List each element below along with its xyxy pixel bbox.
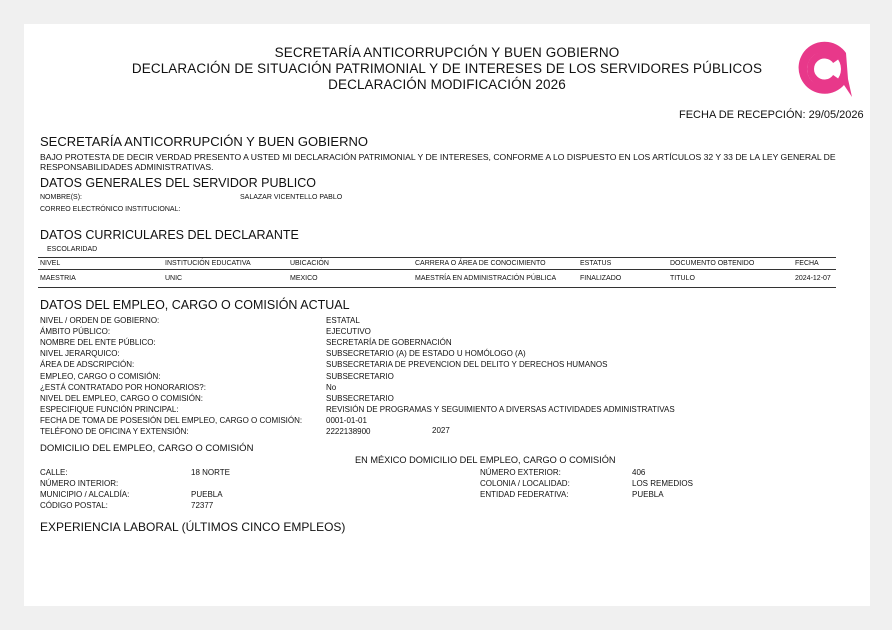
- domicilio-left-value: 72377: [191, 501, 214, 510]
- table-cell-estatus: FINALIZADO: [580, 275, 622, 282]
- empleo-field-label: ESPECIFIQUE FUNCIÓN PRINCIPAL:: [40, 404, 179, 414]
- empleo-field-value: REVISIÓN DE PROGRAMAS Y SEGUIMIENTO A DIVERSAS ACTIVIDADES ADMINISTRATIVAS: [326, 404, 675, 414]
- telefono-extension: 2027: [432, 426, 450, 435]
- empleo-field-label: NIVEL JERARQUICO:: [40, 349, 120, 359]
- intro-text-line-1: BAJO PROTESTA DE DECIR VERDAD PRESENTO A USTED MI DECLARACIÓN PATRIMONIAL Y DE INTERESES, CONFORME A LO DISPUESTO EN LOS ARTÍCULOS 32 Y 33 DE LA LEY GENERAL DE: [40, 152, 836, 162]
- domicilio-right-label: COLONIA / LOCALIDAD:: [480, 479, 570, 488]
- correo-label: CORREO ELECTRÓNICO INSTITUCIONAL:: [40, 206, 181, 213]
- domicilio-subtitle: EN MÉXICO DOMICILIO DEL EMPLEO, CARGO O COMISIÓN: [355, 455, 616, 465]
- domicilio-right-label: NÚMERO EXTERIOR:: [480, 468, 561, 477]
- table-bottom-rule: [38, 287, 836, 288]
- table-top-rule: [38, 257, 836, 258]
- domicilio-right-value: 406: [632, 468, 646, 477]
- empleo-field-label: TELÉFONO DE OFICINA Y EXTENSIÓN:: [40, 427, 189, 436]
- empleo-field-value: SECRETARÍA DE GOBERNACIÓN: [326, 338, 452, 348]
- document-page: [24, 24, 870, 606]
- domicilio-right-label: ENTIDAD FEDERATIVA:: [480, 490, 569, 499]
- table-cell-nivel: MAESTRIA: [40, 275, 76, 282]
- empleo-field-label: FECHA DE TOMA DE POSESIÓN DEL EMPLEO, CARGO O COMISIÓN:: [40, 415, 303, 425]
- empleo-title: DATOS DEL EMPLEO, CARGO O COMISIÓN ACTUAL: [40, 298, 350, 312]
- empleo-field-label: NIVEL DEL EMPLEO, CARGO O COMISIÓN:: [40, 393, 203, 403]
- empleo-field-value: EJECUTIVO: [326, 327, 371, 337]
- empleo-field-label: ¿ESTÁ CONTRATADO POR HONORARIOS?:: [40, 382, 206, 392]
- table-header-nivel: NIVEL: [40, 260, 61, 267]
- table-cell-ubicacion: MEXICO: [290, 275, 318, 282]
- empleo-field-value: No: [326, 382, 337, 392]
- empleo-field-value: SUBSECRETARIA DE PREVENCION DEL DELITO Y DERECHOS HUMANOS: [326, 360, 608, 370]
- domicilio-right-value: PUEBLA: [632, 490, 664, 499]
- domicilio-left-value: PUEBLA: [191, 490, 223, 499]
- table-header-rule: [38, 269, 836, 270]
- empleo-field-value: SUBSECRETARIO: [326, 393, 394, 403]
- empleo-field-label: EMPLEO, CARGO O COMISIÓN:: [40, 371, 161, 381]
- table-cell-carrera: MAESTRÍA EN ADMINISTRACIÓN PÚBLICA: [415, 275, 557, 282]
- table-header-documento: DOCUMENTO OBTENIDO: [670, 260, 755, 267]
- table-cell-fecha: 2024-12-07: [795, 275, 831, 282]
- empleo-field-label: NOMBRE DEL ENTE PÚBLICO:: [40, 338, 156, 348]
- empleo-field-value: 2222138900: [326, 427, 371, 436]
- table-cell-documento: TITULO: [670, 275, 695, 282]
- domicilio-left-label: NÚMERO INTERIOR:: [40, 479, 119, 488]
- escolaridad-subtitle: ESCOLARIDAD: [47, 246, 98, 253]
- domicilio-right-value: LOS REMEDIOS: [632, 479, 693, 488]
- domicilio-left-label: CALLE:: [40, 468, 68, 477]
- nombre-label: NOMBRE(S):: [40, 194, 82, 201]
- empleo-field-label: ÁREA DE ADSCRIPCIÓN:: [40, 360, 135, 370]
- header-declaration-type: DECLARACIÓN MODIFICACIÓN 2026: [328, 77, 566, 92]
- experiencia-title: EXPERIENCIA LABORAL (ÚLTIMOS CINCO EMPLEOS): [40, 520, 346, 534]
- table-header-fecha: FECHA: [795, 260, 819, 267]
- curriculares-title: DATOS CURRICULARES DEL DECLARANTE: [40, 228, 299, 242]
- intro-text-line-2: RESPONSABILIDADES ADMINISTRATIVAS.: [40, 162, 214, 172]
- table-header-carrera: CARRERA O ÁREA DE CONOCIMIENTO: [415, 260, 546, 267]
- empleo-field-value: SUBSECRETARIO: [326, 371, 394, 381]
- generales-title: DATOS GENERALES DEL SERVIDOR PUBLICO: [40, 176, 317, 190]
- empleo-field-label: ÁMBITO PÚBLICO:: [40, 327, 111, 337]
- nombre-value: SALAZAR VICENTELLO PABLO: [240, 194, 343, 201]
- fecha-recepcion: FECHA DE RECEPCIÓN: 29/05/2026: [679, 109, 864, 121]
- empleo-field-value: 0001-01-01: [326, 415, 367, 425]
- table-header-ubicacion: UBICACIÓN: [290, 260, 329, 267]
- table-cell-institucion: UNIC: [165, 275, 183, 282]
- domicilio-left-label: MUNICIPIO / ALCALDÍA:: [40, 490, 130, 499]
- table-header-institucion: INSTITUCIÓN EDUCATIVA: [165, 260, 251, 267]
- domicilio-title: DOMICILIO DEL EMPLEO, CARGO O COMISIÓN: [40, 443, 254, 454]
- table-header-estatus: ESTATUS: [580, 260, 612, 267]
- empleo-field-label: NIVEL / ORDEN DE GOBIERNO:: [40, 316, 160, 325]
- c-logo-icon: [792, 35, 856, 105]
- header-title: SECRETARÍA ANTICORRUPCIÓN Y BUEN GOBIERNO: [274, 45, 620, 60]
- header-subtitle: DECLARACIÓN DE SITUACIÓN PATRIMONIAL Y DE INTERESES DE LOS SERVIDORES PÚBLICOS: [131, 61, 763, 76]
- domicilio-left-value: 18 NORTE: [191, 468, 230, 477]
- empleo-field-value: SUBSECRETARIO (A) DE ESTADO U HOMÓLOGO (A): [326, 349, 526, 359]
- domicilio-left-label: CÓDIGO POSTAL:: [40, 501, 108, 510]
- intro-title: SECRETARÍA ANTICORRUPCIÓN Y BUEN GOBIERNO: [40, 134, 368, 149]
- empleo-field-value: ESTATAL: [326, 316, 360, 325]
